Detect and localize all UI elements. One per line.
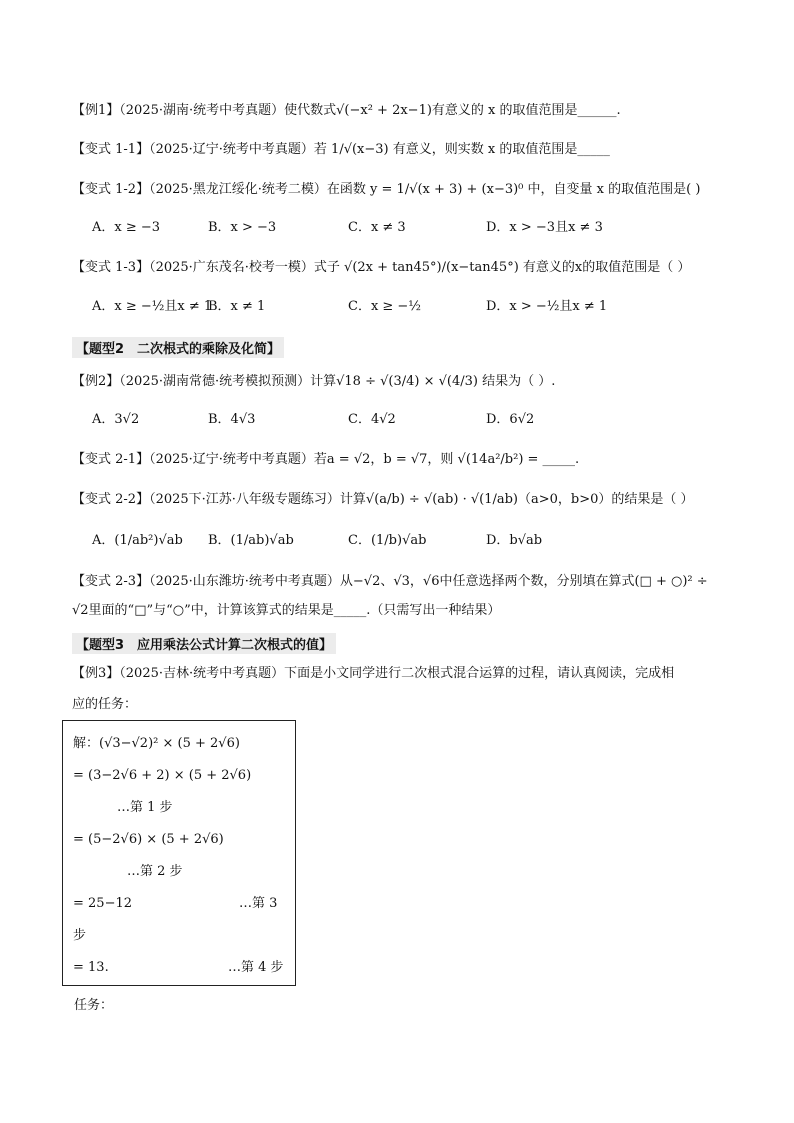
- solution-line-3: = (5−2√6) × (5 + 2√6): [73, 832, 224, 847]
- option-b: B．x > −3: [208, 220, 277, 235]
- option-c: C．x ≠ 3: [348, 220, 406, 235]
- solution-line-4: = 25−12: [73, 896, 133, 911]
- variant-2-1: 【变式 2-1】（2025·辽宁·统考中考真题）若a = √2，b = √7，则 √(14a²/b²) = _____.: [72, 452, 580, 467]
- option-a: A．(1/ab²)√ab: [92, 533, 183, 548]
- option-d: D．b√ab: [486, 533, 543, 548]
- variant-1-2: 【变式 1-2】（2025·黑龙江绥化·统考二模）在函数 y = 1/√(x + 3) + (x−3)⁰ 中，自变量 x 的取值范围是( ): [72, 182, 701, 197]
- option-c: C．(1/b)√ab: [348, 533, 427, 548]
- option-d: D．x > −3且x ≠ 3: [486, 220, 603, 235]
- section-heading-3: 【题型3 应用乘法公式计算二次根式的值】: [72, 633, 336, 654]
- option-c: C．4√2: [348, 412, 396, 427]
- option-c: C．x ≥ −½: [348, 299, 421, 314]
- variant-2-2: 【变式 2-2】（2025下·江苏·八年级专题练习）计算√(a/b) ÷ √(ab) · √(1/ab)（a>0，b>0）的结果是（ ）: [72, 492, 694, 507]
- variant-2-3-line-2: √2里面的“□”与“○”中，计算该算式的结果是_____.（只需写出一种结果）: [72, 603, 501, 618]
- example-2: 【例2】（2025·湖南常德·统考模拟预测）计算√18 ÷ √(3/4) × √(4/3) 结果为（ ）.: [72, 374, 556, 389]
- task-label: 任务：: [74, 998, 114, 1013]
- option-b: B．4√3: [208, 412, 256, 427]
- option-d: D．x > −½且x ≠ 1: [486, 299, 608, 314]
- option-a: A．x ≥ −3: [92, 220, 161, 235]
- solution-line-2: = (3−2√6 + 2) × (5 + 2√6): [73, 768, 252, 783]
- solution-line-5: = 13.: [73, 960, 109, 975]
- step-3-label: …第 3: [239, 896, 278, 911]
- option-d: D．6√2: [486, 412, 535, 427]
- option-a: A．3√2: [92, 412, 140, 427]
- example-1: 【例1】（2025·湖南·统考中考真题）使代数式√(−x² + 2x−1)有意义的 x 的取值范围是______.: [72, 103, 621, 118]
- option-a: A．x ≥ −½且x ≠ 1: [92, 299, 213, 314]
- step-2-label: …第 2 步: [127, 864, 183, 879]
- option-b: B．x ≠ 1: [208, 299, 266, 314]
- solution-box: [62, 720, 296, 986]
- option-b: B．(1/ab)√ab: [208, 533, 294, 548]
- variant-1-3: 【变式 1-3】（2025·广东茂名·校考一模）式子 √(2x + tan45°)/(x−tan45°) 有意义的x的取值范围是（ ）: [72, 260, 691, 275]
- step-4-label: …第 4 步: [228, 960, 284, 975]
- example-3-line-2: 应的任务：: [72, 697, 138, 712]
- variant-2-3-line-1: 【变式 2-3】（2025·山东潍坊·统考中考真题）从−√2、√3，√6中任意选择两个数，分别填在算式(□ + ○)² ÷: [72, 574, 708, 589]
- step-3-label-wrap: 步: [73, 928, 87, 943]
- example-3-line-1: 【例3】（2025·吉林·统考中考真题）下面是小文同学进行二次根式混合运算的过程，请认真阅读，完成相: [72, 666, 675, 681]
- solution-line-1: 解：(√3−√2)² × (5 + 2√6): [73, 736, 240, 751]
- variant-1-1: 【变式 1-1】（2025·辽宁·统考中考真题）若 1/√(x−3) 有意义，则实数 x 的取值范围是_____: [72, 142, 610, 157]
- step-1-label: …第 1 步: [117, 800, 173, 815]
- section-heading-2: 【题型2 二次根式的乘除及化简】: [72, 337, 284, 358]
